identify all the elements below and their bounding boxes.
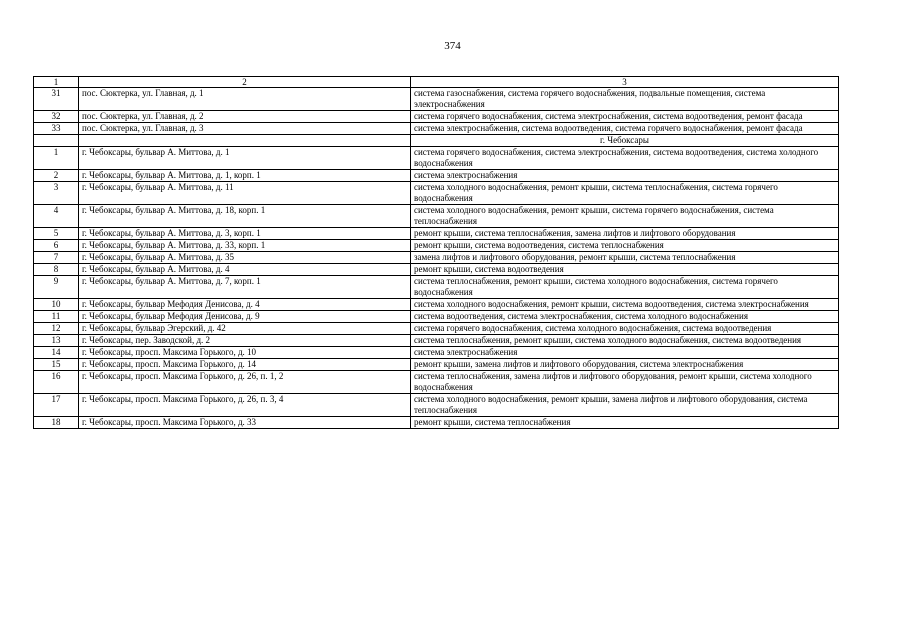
table-row	[34, 182, 839, 205]
row-number: 17	[34, 394, 79, 417]
row-work: система электроснабжения, система водоотведения, система горячего водоснабжения, ремонт фасада	[411, 123, 839, 135]
row-address: г. Чебоксары, просп. Максима Горького, д. 10	[79, 347, 411, 359]
table-row	[34, 347, 839, 359]
row-address: пос. Сюктерка, ул. Главная, д. 3	[79, 123, 411, 135]
row-address: г. Чебоксары, бульвар Эгерский, д. 42	[79, 323, 411, 335]
row-address: г. Чебоксары, просп. Максима Горького, д. 26, п. 3, 4	[79, 394, 411, 417]
table-row	[34, 205, 839, 228]
header-cell-address: 2	[79, 77, 411, 88]
row-address: пос. Сюктерка, ул. Главная, д. 1	[79, 88, 411, 111]
row-number: 9	[34, 276, 79, 299]
table-row	[34, 417, 839, 429]
section-title: г. Чебоксары	[411, 135, 839, 147]
row-number: 4	[34, 205, 79, 228]
row-number: 32	[34, 111, 79, 123]
table-row	[34, 264, 839, 276]
table-row	[34, 147, 839, 170]
table-section	[34, 135, 839, 147]
row-address: г. Чебоксары, бульвар А. Миттова, д. 11	[79, 182, 411, 205]
row-address: г. Чебоксары, бульвар А. Миттова, д. 1, корп. 1	[79, 170, 411, 182]
row-work: система горячего водоснабжения, система холодного водоснабжения, система водоотведения	[411, 323, 839, 335]
table-row	[34, 240, 839, 252]
row-work: замена лифтов и лифтового оборудования, ремонт крыши, система теплоснабжения	[411, 252, 839, 264]
row-work: ремонт крыши, система водоотведения, система теплоснабжения	[411, 240, 839, 252]
table-row	[34, 335, 839, 347]
row-number: 12	[34, 323, 79, 335]
row-work: система электроснабжения	[411, 347, 839, 359]
row-number: 6	[34, 240, 79, 252]
header-row	[34, 77, 839, 88]
table-row	[34, 323, 839, 335]
row-number: 14	[34, 347, 79, 359]
row-work: система теплоснабжения, ремонт крыши, система холодного водоснабжения, система водоотведения	[411, 335, 839, 347]
table-row	[34, 371, 839, 394]
row-address: г. Чебоксары, бульвар А. Миттова, д. 4	[79, 264, 411, 276]
row-work: система теплоснабжения, ремонт крыши, система холодного водоснабжения, система горячего водоснабжения	[411, 276, 839, 299]
row-address: г. Чебоксары, просп. Максима Горького, д. 14	[79, 359, 411, 371]
table-row	[34, 359, 839, 371]
row-address: г. Чебоксары, бульвар Мефодия Денисова, д. 9	[79, 311, 411, 323]
table-row	[34, 123, 839, 135]
table-body-settlement	[34, 88, 839, 135]
row-address: г. Чебоксары, бульвар Мефодия Денисова, д. 4	[79, 299, 411, 311]
row-work: ремонт крыши, система теплоснабжения	[411, 417, 839, 429]
section-spacer	[34, 135, 79, 147]
table-row	[34, 276, 839, 299]
table-row	[34, 252, 839, 264]
row-address: г. Чебоксары, просп. Максима Горького, д. 26, п. 1, 2	[79, 371, 411, 394]
row-number: 10	[34, 299, 79, 311]
row-number: 13	[34, 335, 79, 347]
row-number: 7	[34, 252, 79, 264]
row-work: система теплоснабжения, замена лифтов и лифтового оборудования, ремонт крыши, система холодного водоснабжения	[411, 371, 839, 394]
row-number: 31	[34, 88, 79, 111]
row-address: г. Чебоксары, бульвар А. Миттова, д. 18, корп. 1	[79, 205, 411, 228]
row-work: ремонт крыши, система теплоснабжения, замена лифтов и лифтового оборудования	[411, 228, 839, 240]
table-header	[34, 77, 839, 88]
row-number: 3	[34, 182, 79, 205]
row-work: система холодного водоснабжения, ремонт крыши, система горячего водоснабжения, система теплоснабжения	[411, 205, 839, 228]
row-number: 11	[34, 311, 79, 323]
row-number: 1	[34, 147, 79, 170]
row-work: система горячего водоснабжения, система электроснабжения, система водоотведения, система холодного водоснабжения	[411, 147, 839, 170]
header-cell-num: 1	[34, 77, 79, 88]
section-row	[34, 135, 839, 147]
row-number: 33	[34, 123, 79, 135]
row-number: 2	[34, 170, 79, 182]
row-address: г. Чебоксары, пер. Заводской, д. 2	[79, 335, 411, 347]
table-row	[34, 299, 839, 311]
row-address: пос. Сюктерка, ул. Главная, д. 2	[79, 111, 411, 123]
row-work: система электроснабжения	[411, 170, 839, 182]
row-work: система холодного водоснабжения, ремонт крыши, система водоотведения, система электроснабжения	[411, 299, 839, 311]
registry-table	[33, 76, 839, 429]
page-number: 374	[444, 40, 461, 52]
table-row	[34, 88, 839, 111]
table-row	[34, 111, 839, 123]
row-address: г. Чебоксары, просп. Максима Горького, д. 33	[79, 417, 411, 429]
table-row	[34, 228, 839, 240]
row-work: ремонт крыши, система водоотведения	[411, 264, 839, 276]
header-cell-work: 3	[411, 77, 839, 88]
row-work: ремонт крыши, замена лифтов и лифтового оборудования, система электроснабжения	[411, 359, 839, 371]
row-address: г. Чебоксары, бульвар А. Миттова, д. 1	[79, 147, 411, 170]
row-number: 18	[34, 417, 79, 429]
row-address: г. Чебоксары, бульвар А. Миттова, д. 7, корп. 1	[79, 276, 411, 299]
table-body-city	[34, 147, 839, 429]
row-work: система горячего водоснабжения, система электроснабжения, система водоотведения, ремонт фасада	[411, 111, 839, 123]
row-number: 15	[34, 359, 79, 371]
row-work: система водоотведения, система электроснабжения, система холодного водоснабжения	[411, 311, 839, 323]
table-row	[34, 170, 839, 182]
row-address: г. Чебоксары, бульвар А. Миттова, д. 3, корп. 1	[79, 228, 411, 240]
row-number: 5	[34, 228, 79, 240]
row-work: система холодного водоснабжения, ремонт крыши, замена лифтов и лифтового оборудования, система теплоснабжения	[411, 394, 839, 417]
row-number: 8	[34, 264, 79, 276]
table-row	[34, 394, 839, 417]
row-number: 16	[34, 371, 79, 394]
row-work: система холодного водоснабжения, ремонт крыши, система теплоснабжения, система горячего водоснабжения	[411, 182, 839, 205]
row-address: г. Чебоксары, бульвар А. Миттова, д. 33, корп. 1	[79, 240, 411, 252]
section-spacer	[79, 135, 411, 147]
row-address: г. Чебоксары, бульвар А. Миттова, д. 35	[79, 252, 411, 264]
row-work: система газоснабжения, система горячего водоснабжения, подвальные помещения, система электроснабжения	[411, 88, 839, 111]
table-row	[34, 311, 839, 323]
